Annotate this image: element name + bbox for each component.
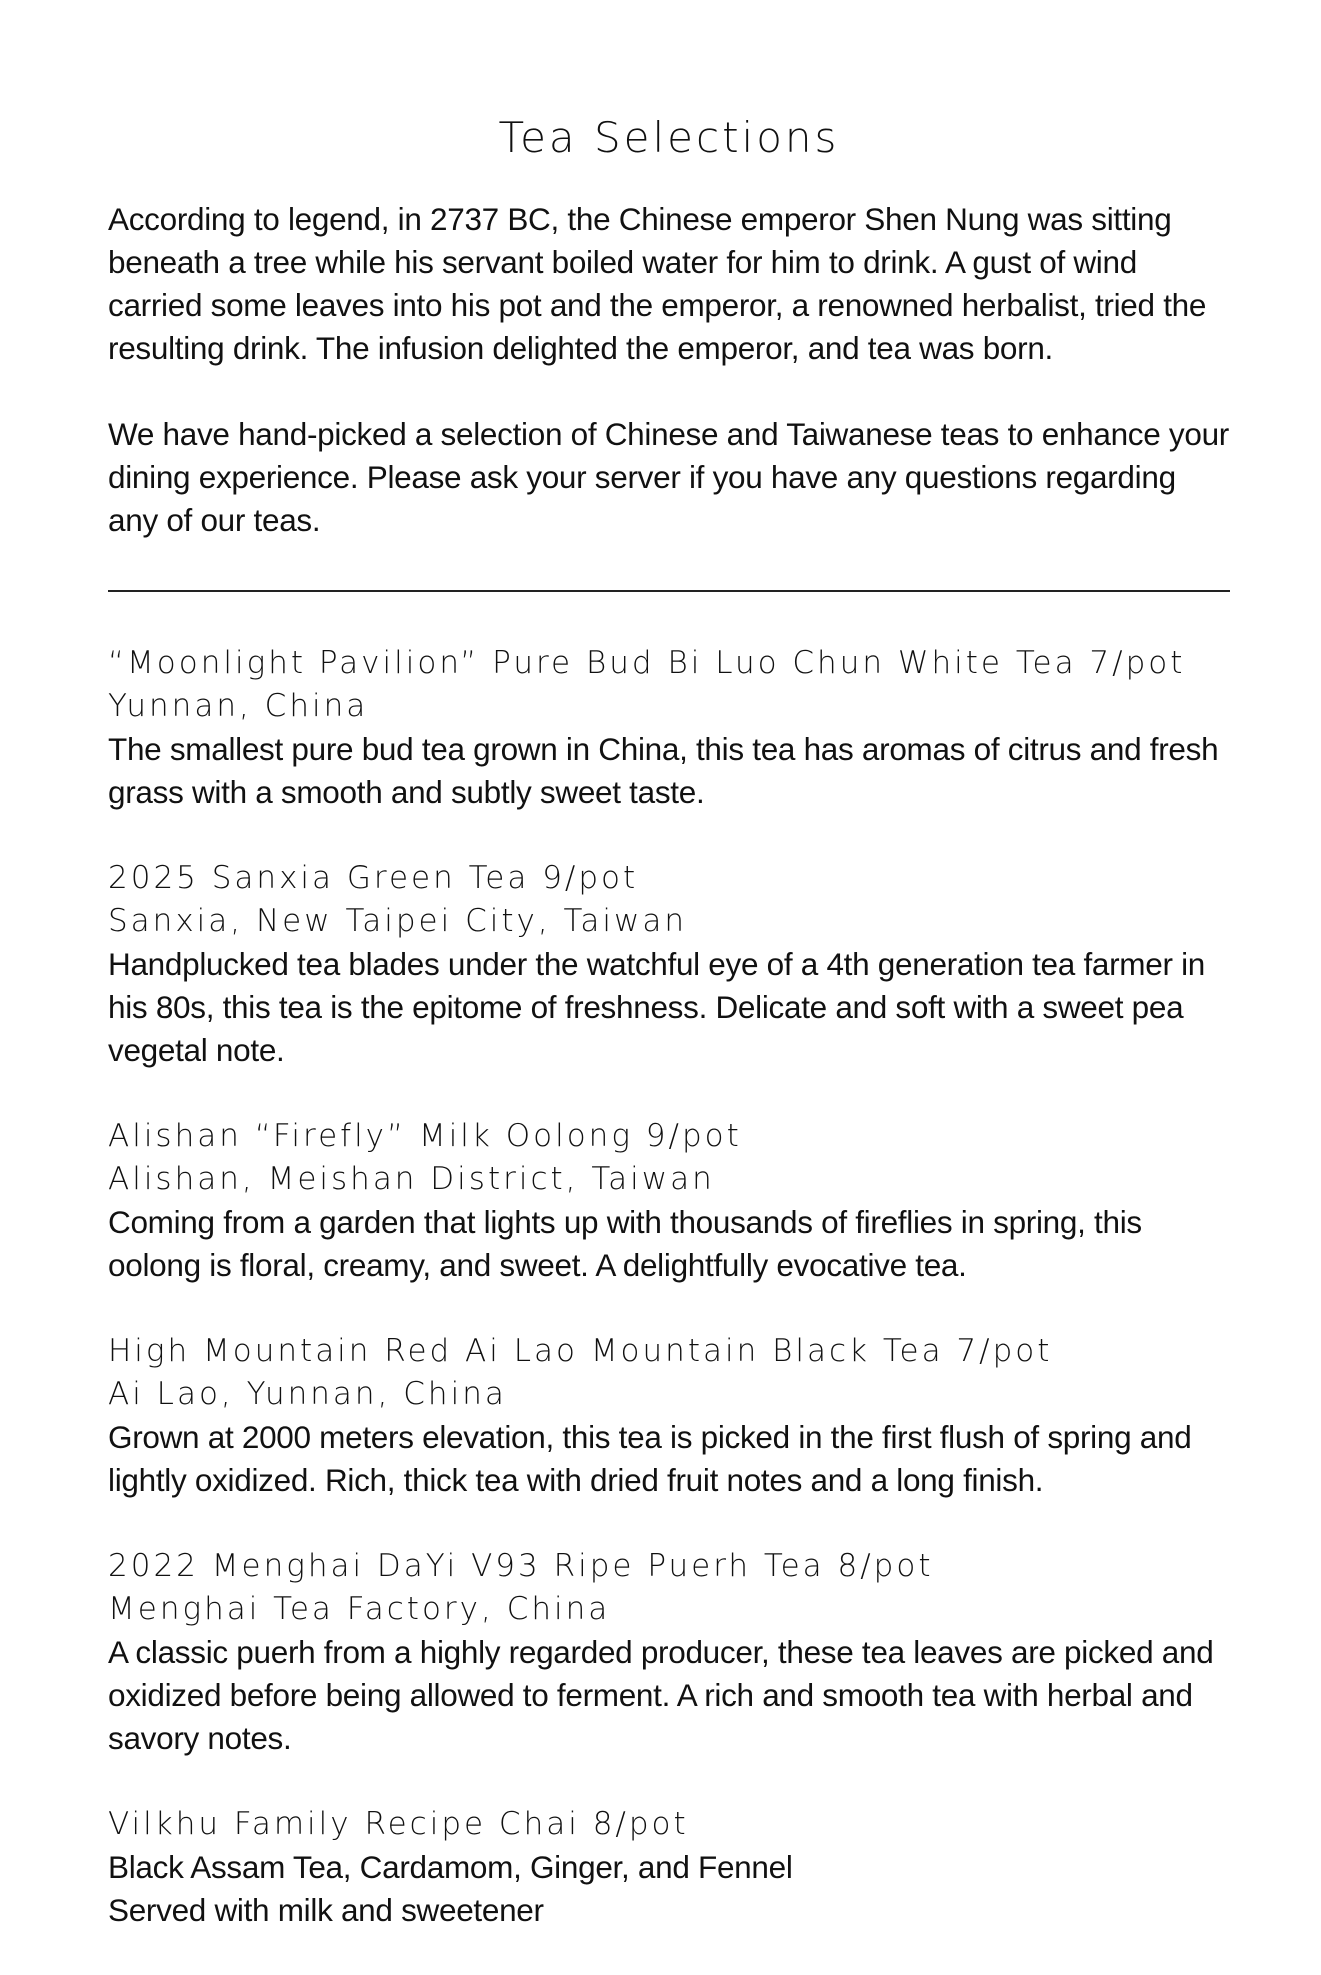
tea-ingredients: Black Assam Tea, Cardamom, Ginger, and Fennel [108, 1849, 793, 1885]
tea-item-white [108, 642, 1230, 814]
page-title: Tea Selections [498, 113, 840, 162]
intro-section [108, 198, 1230, 542]
tea-serving-note: Served with milk and sweetener [108, 1892, 544, 1928]
tea-origin: Alishan, Meishan District, Taiwan [108, 1161, 715, 1197]
tea-item-puerh [108, 1545, 1230, 1760]
tea-item-green [108, 857, 1230, 1072]
section-divider [108, 590, 1230, 592]
tea-name: 2022 Menghai DaYi V93 Ripe Puerh Tea 8/pot [108, 1548, 934, 1584]
tea-name: Vilkhu Family Recipe Chai 8/pot [108, 1806, 689, 1842]
tea-name: High Mountain Red Ai Lao Mountain Black Tea 7/pot [108, 1333, 1053, 1369]
tea-description: Grown at 2000 meters elevation, this tea is picked in the first flush of spring and lightly oxidized. Rich, thick tea with dried fruit notes and a long finish. [108, 1419, 1192, 1498]
tea-origin: Menghai Tea Factory, China [108, 1591, 611, 1627]
tea-item-chai [108, 1803, 1230, 1932]
tea-origin: Yunnan, China [108, 688, 369, 724]
tea-origin: Sanxia, New Taipei City, Taiwan [108, 903, 687, 939]
intro-paragraph-selection: We have hand-picked a selection of Chinese and Taiwanese teas to enhance your dining experience. Please ask your server if you have any questions regarding any of our teas. [108, 416, 1229, 538]
tea-origin: Ai Lao, Yunnan, China [108, 1376, 507, 1412]
tea-item-black [108, 1330, 1230, 1502]
tea-description: A classic puerh from a highly regarded producer, these tea leaves are picked and oxidized before being allowed to ferment. A rich and smooth tea with herbal and savory notes. [108, 1634, 1214, 1756]
tea-list [108, 642, 1230, 1932]
intro-paragraph-legend: According to legend, in 2737 BC, the Chinese emperor Shen Nung was sitting beneath a tree while his servant boiled water for him to drink. A gust of wind carried some leaves into his pot and the emperor, a renowned herbalist, tried the resulting drink. The infusion delighted the emperor, and tea was born. [108, 201, 1207, 366]
tea-name: “Moonlight Pavilion” Pure Bud Bi Luo Chun White Tea 7/pot [108, 645, 1186, 681]
tea-description: Handplucked tea blades under the watchful eye of a 4th generation tea farmer in his 80s, this tea is the epitome of freshness. Delicate and soft with a sweet pea vegetal note. [108, 946, 1206, 1068]
tea-item-oolong [108, 1115, 1230, 1287]
tea-description: The smallest pure bud tea grown in China, this tea has aromas of citrus and fresh grass with a smooth and subtly sweet taste. [108, 731, 1219, 810]
tea-name: Alishan “Firefly” Milk Oolong 9/pot [108, 1118, 742, 1154]
tea-description: Coming from a garden that lights up with thousands of fireflies in spring, this oolong is floral, creamy, and sweet. A delightfully evocative tea. [108, 1204, 1142, 1283]
tea-name: 2025 Sanxia Green Tea 9/pot [108, 860, 639, 896]
menu-page [108, 108, 1230, 1975]
